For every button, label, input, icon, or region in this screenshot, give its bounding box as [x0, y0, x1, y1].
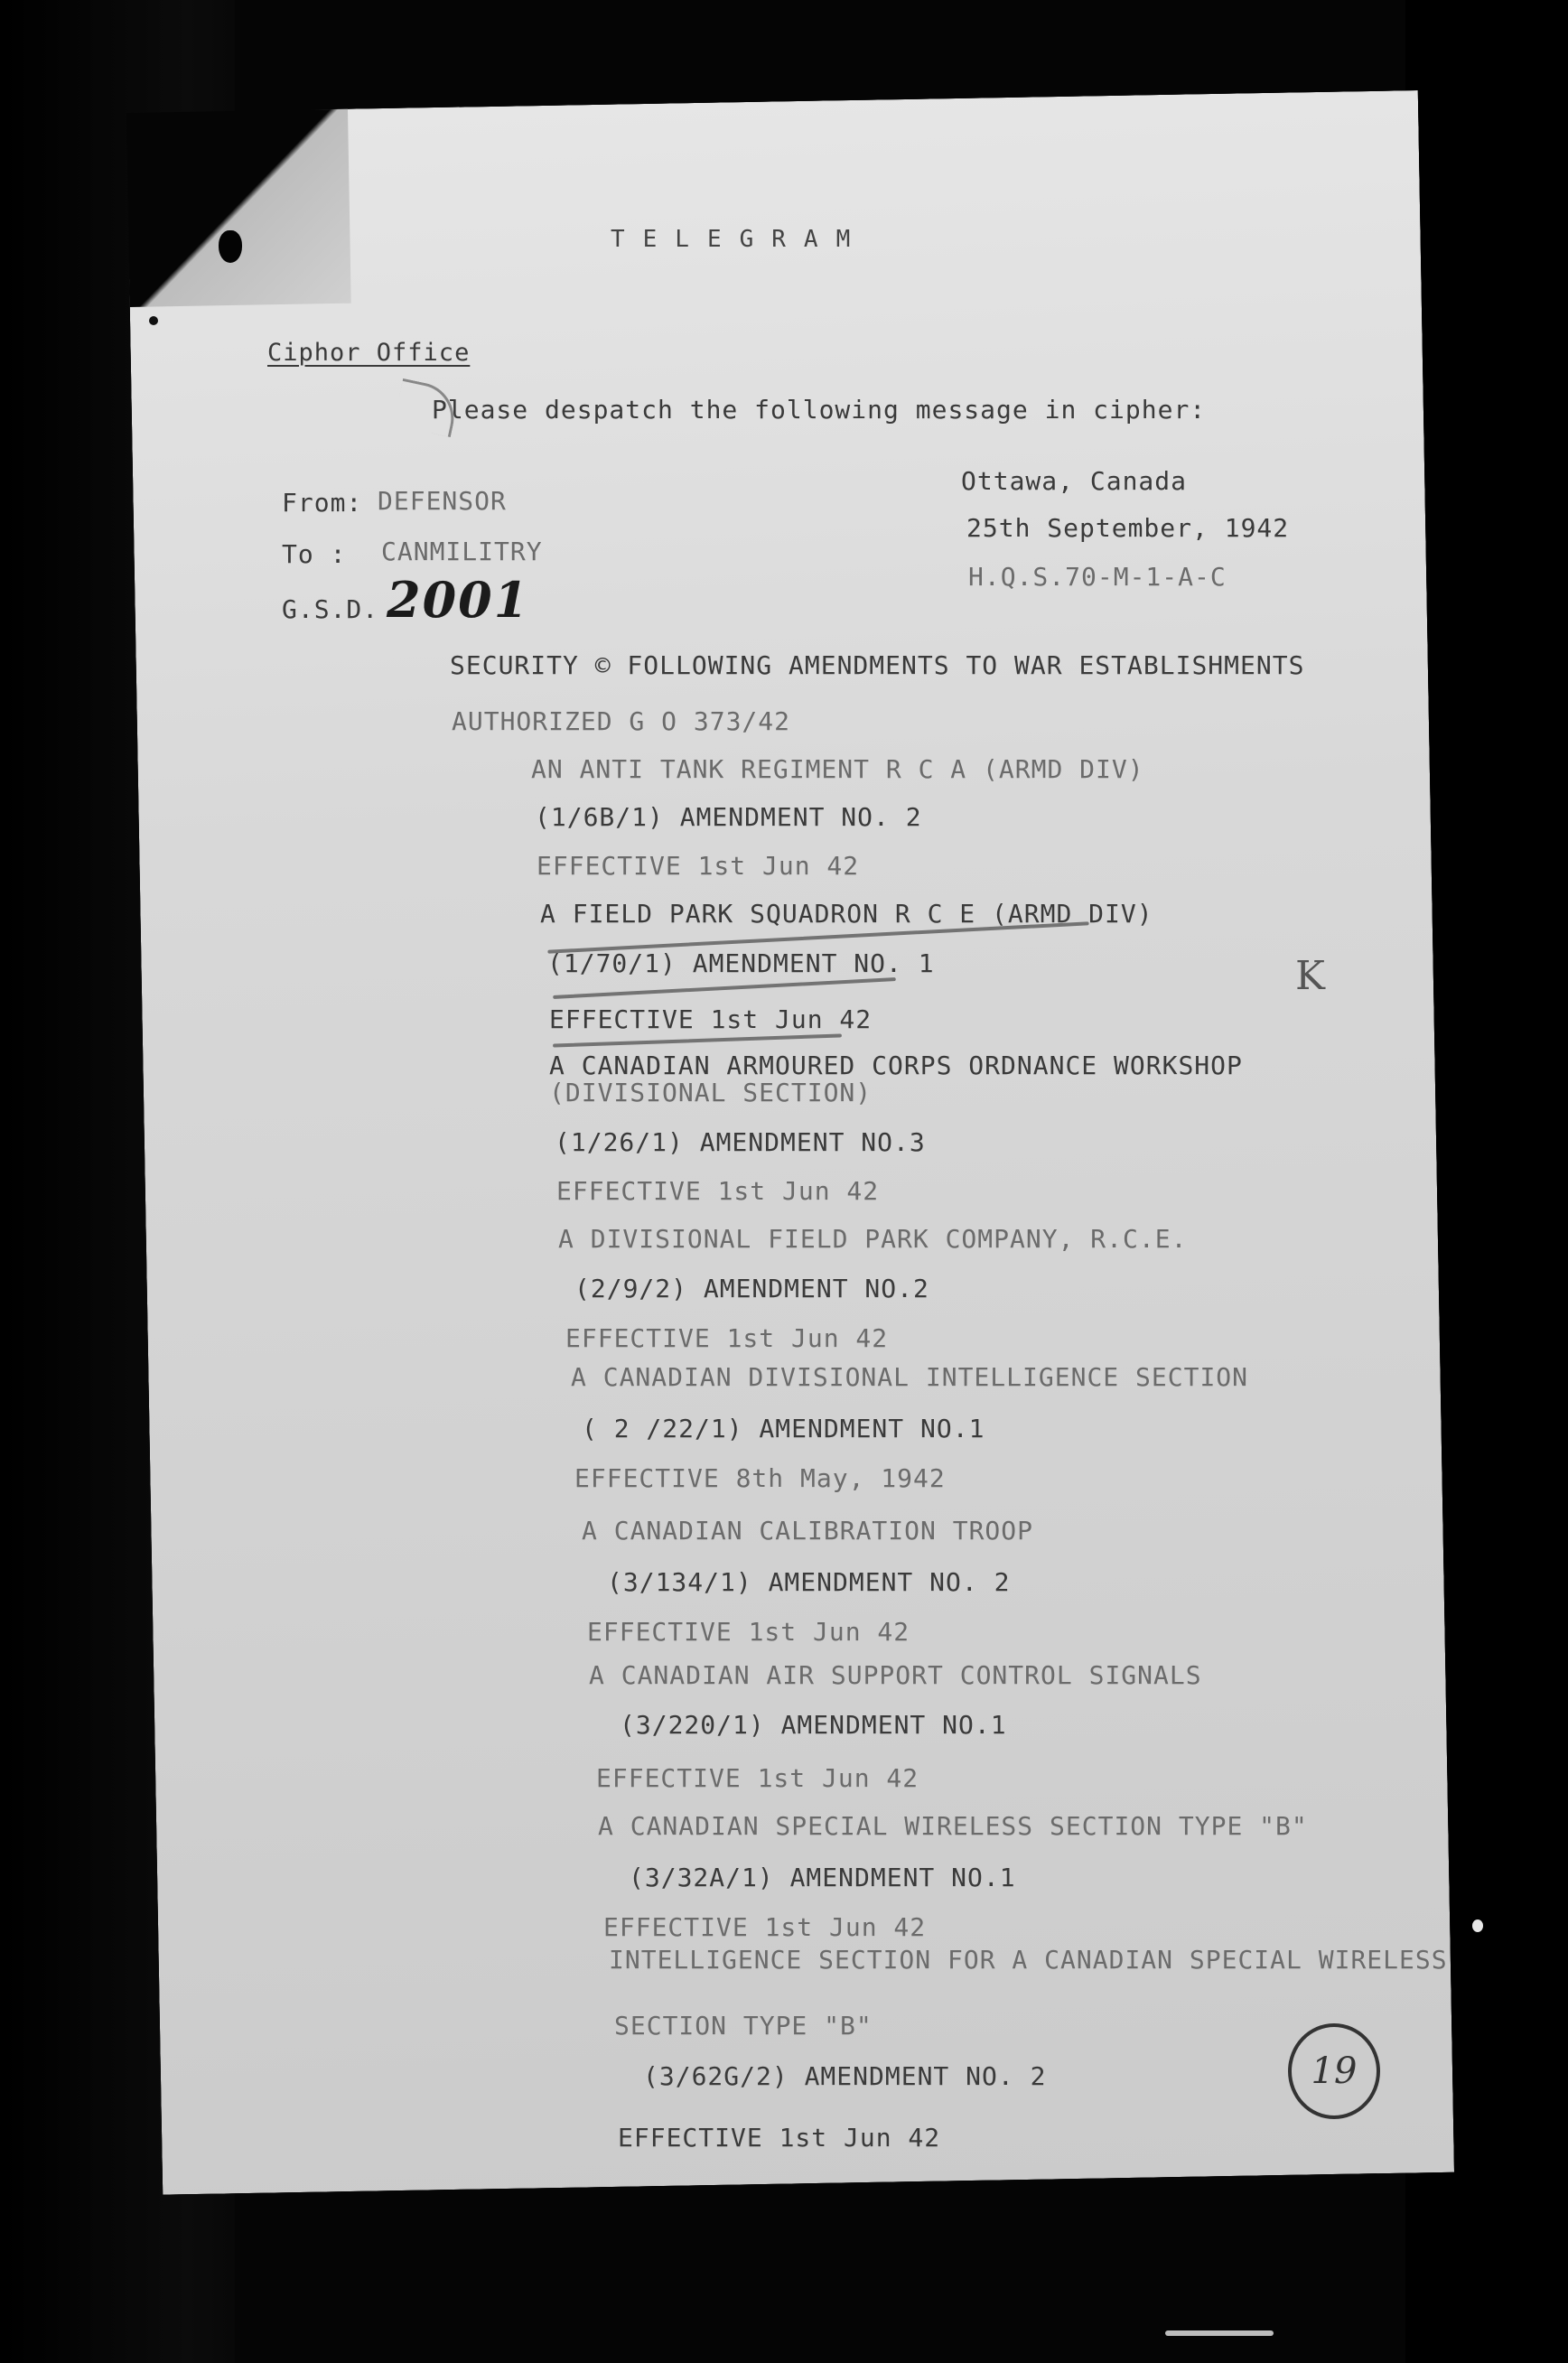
effective-1: EFFECTIVE 1st Jun 42 [537, 851, 860, 881]
amendment-7: (3/220/1) AMENDMENT NO.1 [620, 1710, 1007, 1740]
punch-hole-mark [219, 230, 242, 263]
unit-6: A CANADIAN CALIBRATION TROOP [582, 1516, 1034, 1546]
folded-corner [126, 109, 351, 307]
margin-pencil-letter: K [1295, 953, 1325, 999]
unit-7: A CANADIAN AIR SUPPORT CONTROL SIGNALS [589, 1660, 1202, 1690]
effective-7: EFFECTIVE 1st Jun 42 [596, 1763, 919, 1793]
effective-3: EFFECTIVE 1st Jun 42 [556, 1176, 880, 1206]
document-title: TELEGRAM [611, 226, 869, 253]
amendment-3: (1/26/1) AMENDMENT NO.3 [555, 1127, 926, 1157]
despatch-instruction: Please despatch the following message in cipher: [432, 395, 1207, 425]
unit-5: A CANADIAN DIVISIONAL INTELLIGENCE SECTION [571, 1362, 1249, 1392]
amendment-5: ( 2 /22/1) AMENDMENT NO.1 [582, 1414, 985, 1443]
unit-2: A FIELD PARK SQUADRON R C E (ARMD DIV) [540, 899, 1153, 929]
gsd-handwritten-number: 2001 [387, 571, 530, 629]
unit-3-continued: (DIVISIONAL SECTION) [549, 1078, 873, 1107]
unit-1: AN ANTI TANK REGIMENT R C A (ARMD DIV) [531, 754, 1144, 784]
circled-folio-number [1288, 2023, 1380, 2119]
folio-number-text: 19 [1311, 2050, 1358, 2092]
speck [149, 316, 158, 325]
effective-4: EFFECTIVE 1st Jun 42 [565, 1323, 889, 1353]
unit-8: A CANADIAN SPECIAL WIRELESS SECTION TYPE "B" [598, 1811, 1308, 1841]
to-value: CANMILITRY [381, 537, 543, 566]
amendment-1: (1/6B/1) AMENDMENT NO. 2 [535, 802, 922, 832]
unit-9-continued: SECTION TYPE "B" [614, 2011, 873, 2041]
cipher-office-heading: Ciphor Office [267, 339, 471, 367]
file-reference: H.Q.S.70-M-1-A-C [968, 562, 1227, 592]
amendment-2: (1/70/1) AMENDMENT NO. 1 [547, 948, 935, 978]
to-label: To : [282, 539, 347, 569]
effective-5: EFFECTIVE 8th May, 1942 [574, 1463, 946, 1493]
unit-9: INTELLIGENCE SECTION FOR A CANADIAN SPECIAL WIRELESS [609, 1945, 1448, 1975]
body-line-authorized: AUTHORIZED G O 373/42 [452, 706, 791, 736]
effective-6: EFFECTIVE 1st Jun 42 [587, 1617, 910, 1647]
gsd-label: G.S.D. [282, 594, 379, 624]
effective-2: EFFECTIVE 1st Jun 42 [549, 1004, 873, 1034]
amendment-4: (2/9/2) AMENDMENT NO.2 [574, 1274, 929, 1303]
place: Ottawa, Canada [961, 466, 1188, 496]
body-line-security: SECURITY © FOLLOWING AMENDMENTS TO WAR ESTABLISHMENTS [450, 650, 1305, 680]
date: 25th September, 1942 [966, 513, 1290, 543]
film-scratch [1165, 2330, 1274, 2336]
amendment-8: (3/32A/1) AMENDMENT NO.1 [629, 1863, 1016, 1892]
effective-9: EFFECTIVE 1st Jun 42 [618, 2123, 941, 2153]
amendment-9: (3/62G/2) AMENDMENT NO. 2 [643, 2061, 1047, 2091]
unit-4: A DIVISIONAL FIELD PARK COMPANY, R.C.E. [558, 1224, 1188, 1254]
speck [1472, 1919, 1483, 1932]
unit-3: A CANADIAN ARMOURED CORPS ORDNANCE WORKSHOP [549, 1051, 1243, 1080]
from-label: From: [282, 488, 363, 518]
from-value: DEFENSOR [378, 486, 507, 516]
amendment-6: (3/134/1) AMENDMENT NO. 2 [607, 1567, 1011, 1597]
effective-8: EFFECTIVE 1st Jun 42 [603, 1912, 927, 1942]
